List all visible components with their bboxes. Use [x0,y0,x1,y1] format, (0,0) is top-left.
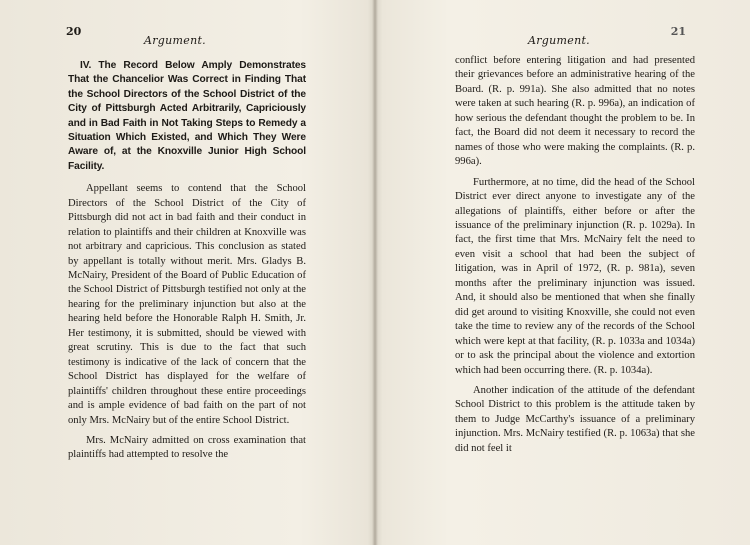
running-head-left: Argument. [144,34,206,47]
paragraph: Mrs. McNairy admitted on cross examination that plaintiffs had attempted to resolve the [68,434,306,461]
page-number-left: 20 [66,25,82,38]
right-text-column [455,54,695,462]
left-text-column [68,59,306,469]
paragraph: Furthermore, at no time, did the head of the School District ever direct anyone to investigate any of the allegations of plaintiffs, either before or after the issuance of the preliminary injunction (R. p. 1029a). In fact, the first time that Mrs. McNairy felt the need to even visit a school that had been the subject of litigation, was in April of 1972, (R. p. 981a), seven months after the preliminary injunction was issued. And, it should also be mentioned that when she finally did get around to visiting Knoxville, she could not even take the time to review any of the records of the School which were kept at that facility, (R. p. 1033a and 1034a) or to ask the principal about the violence and extortion which had been occurring there. (R. p. 1034a). [455,176,695,376]
paragraph: Another indication of the attitude of the defendant School District to this problem is the attitude taken by them to Judge McCarthy's issuance of a preliminary injunction. Mrs. McNairy testified (R. p. 1063a) that she did not feel it [455,384,695,454]
paragraph: conflict before entering litigation and had presented their grievances before an administrative hearing of the Board. (R. p. 991a). She also admitted that no notes were taken at such hearing (R. p. 996a), an indication of how serious the defendant thought the problem to be. In fact, the Board did not deem it necessary to record the names of those who were making the complaints. (R. p. 996a). [455,55,695,168]
running-head-right: Argument. [528,34,590,47]
page-number-right: 21 [670,25,686,38]
paragraph: Appellant seems to contend that the School Directors of the School District of the City of Pittsburgh did not act in bad faith and their conduct in relation to plaintiffs and their children at Knoxville was not arbitrary and capricious. This conclusion as stated by appellant is totally without merit. Mrs. Gladys B. McNairy, President of the Board of Public Education of the School District of Pittsburgh testified not only at the hearing for the preliminary injunction but also at the hearing held before the Honorable Ralph H. Smith, Jr. Her testimony, it is submitted, should be viewed with great scrutiny. This is due to the fact that such testimony is indicative of the lack of concern that the School District has displayed for the welfare of plaintiffs' children throughout these entire proceedings and is ample evidence of bad faith on the part of not only Mrs. McNairy but of the entire School District. [68,183,306,426]
right-page [376,0,750,545]
left-page [0,0,374,545]
section-heading: IV. The Record Below Amply Demonstrates That the Chancelior Was Correct in Finding That the School Directors of the School District of the City of Pittsburgh Acted Arbitrarily, Capriciously and in Bad Faith in Not Taking Steps to Remedy a Situation Which Existed, and Which They Were Aware of, at the Knoxville Junior High School Facility. [68,60,306,172]
